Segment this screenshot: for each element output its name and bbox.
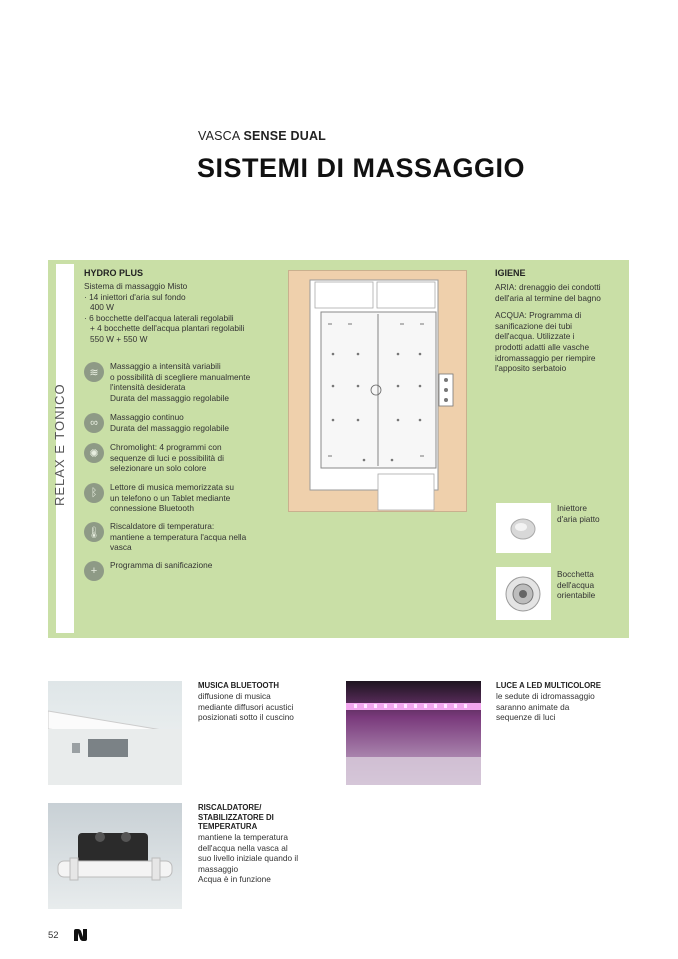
thermometer-icon: 🌡 xyxy=(84,522,104,542)
plus-icon: + xyxy=(84,561,104,581)
water-jet-label: Bocchetta dell'acqua orientabile xyxy=(557,569,596,601)
feature-heater: 🌡 Riscaldatore di temperatura: mantiene a temperatura l'acqua nella vasca xyxy=(84,521,284,553)
kicker-prefix: VASCA xyxy=(198,129,240,143)
feature-sanitize: + Programma di sanificazione xyxy=(84,560,284,581)
heater-title: RISCALDATORE/ STABILIZZATORE DI TEMPERATURA xyxy=(198,803,274,832)
kicker xyxy=(198,129,326,143)
led-body: le sedute di idromassaggio saranno animate da sequenze di luci xyxy=(496,691,595,723)
air-injector-card xyxy=(496,503,551,553)
bluetooth-title: MUSICA BLUETOOTH xyxy=(198,681,279,690)
feature-continuous: ∞ Massaggio continuo Durata del massaggio regolabile xyxy=(84,412,284,433)
led-title: LUCE A LED MULTICOLORE xyxy=(496,681,601,690)
bluetooth-body: diffusione di musica mediante diffusori acustici posizionati sotto il cuscino xyxy=(198,691,294,723)
feature-chromolight: ✺ Chromolight: 4 programmi con sequenze di luci e possibilità di selezionare un solo colore xyxy=(84,442,284,474)
air-injector-label: Iniettore d'aria piatto xyxy=(557,503,600,524)
massage-intensity-icon: ≋ xyxy=(84,362,104,382)
tub-plan-diagram xyxy=(288,270,467,512)
hydro-plus-body: Sistema di massaggio Misto · 14 iniettori d'aria sul fondo 400 W · 6 bocchette dell'acqua laterali regolabili + 4 bocchette dell'acqua plantari regolabili 550 W + 550 W xyxy=(84,281,245,344)
air-injector-icon xyxy=(496,503,551,553)
kicker-model: SENSE DUAL xyxy=(243,129,327,143)
led-light-photo xyxy=(346,681,481,785)
hydro-plus-title: HYDRO PLUS xyxy=(84,268,144,278)
feature-intensity: ≋ Massaggio a intensità variabili o possibilità di scegliere manualmente l'intensità desiderata Durata del massaggio regolabile xyxy=(84,361,284,403)
continuous-massage-icon: ∞ xyxy=(84,413,104,433)
brand-logo-icon xyxy=(73,928,89,942)
heater-body: mantiene la temperatura dell'acqua nella vasca al suo livello iniziale quando il massaggio Acqua è in funzione xyxy=(198,832,299,885)
page-title: SISTEMI DI MASSAGGIO xyxy=(197,153,526,183)
page-number: 52 xyxy=(48,930,59,941)
heater-photo xyxy=(48,803,182,909)
chromolight-icon: ✺ xyxy=(84,443,104,463)
bluetooth-icon: ᛒ xyxy=(84,483,104,503)
water-jet-icon xyxy=(496,567,551,620)
igiene-body: ARIA: drenaggio dei condotti dell'aria al termine del bagno ACQUA: Programma di sanificazione dei tubi dell'acqua. Utilizzate i prodotti adatti alle vasche idromassaggio per riempire l'apposito serbatoio xyxy=(495,282,601,374)
bluetooth-speaker-photo xyxy=(48,681,182,785)
igiene-title: IGIENE xyxy=(495,268,526,278)
feature-bluetooth: ᛒ Lettore di musica memorizzata su un telefono o un Tablet mediante connessione Bluetooth xyxy=(84,482,284,514)
water-jet-card xyxy=(496,567,551,620)
